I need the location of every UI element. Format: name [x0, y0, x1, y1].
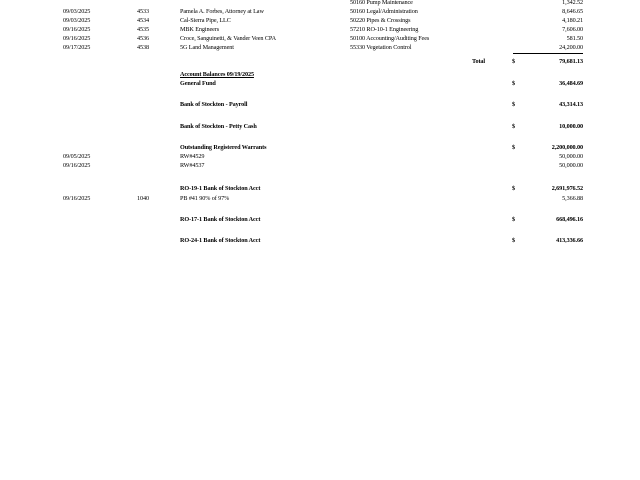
rw-amount: 50,000.00 — [559, 153, 583, 160]
dollar-sign: $ — [512, 123, 515, 130]
dollar-sign: $ — [512, 185, 515, 192]
txn-account: 57210 RO-10-1 Engineering — [350, 26, 419, 33]
txn-date: 09/17/2025 — [63, 44, 91, 51]
balance-amount: 668,496.16 — [556, 216, 583, 223]
dollar-sign: $ — [512, 144, 515, 151]
txn-number: 4533 — [137, 8, 149, 15]
pb-label: PB #41 90% of 97% — [180, 195, 230, 202]
total-dollar-sign: $ — [512, 58, 515, 65]
txn-payee: Cal-Sierra Pipe, LLC — [180, 17, 231, 24]
txn-amount: 581.50 — [566, 35, 583, 42]
balance-amount: 2,691,976.52 — [551, 185, 583, 192]
pb-date: 09/16/2025 — [63, 195, 91, 202]
pb-amount: 5,366.88 — [562, 195, 583, 202]
total-amount: 79,681.13 — [559, 58, 583, 65]
balance-label: Outstanding Registered Warrants — [180, 144, 267, 151]
total-label: Total — [472, 58, 486, 65]
txn-amount: 7,606.00 — [562, 26, 583, 33]
dollar-sign: $ — [512, 101, 515, 108]
txn-date: 09/03/2025 — [63, 17, 91, 24]
txn-account: 50220 Pipes & Crossings — [350, 17, 411, 24]
partial-amount: 1,342.52 — [562, 0, 583, 6]
rw-amount: 50,000.00 — [559, 162, 583, 169]
rw-date: 09/16/2025 — [63, 162, 91, 169]
pb-number: 1040 — [137, 195, 149, 202]
rw-date: 09/05/2025 — [63, 153, 91, 160]
txn-number: 4535 — [137, 26, 149, 33]
balance-label: RO-24-1 Bank of Stockton Acct — [180, 237, 261, 244]
balance-label: RO-19-1 Bank of Stockton Acct — [180, 185, 261, 192]
rw-label: RW#4537 — [180, 162, 205, 169]
txn-payee: 5G Land Management — [180, 44, 234, 51]
dollar-sign: $ — [512, 80, 515, 87]
txn-number: 4536 — [137, 35, 149, 42]
txn-payee: Croce, Sanguinetti, & Vander Veen CPA — [180, 35, 277, 42]
txn-date: 09/03/2025 — [63, 8, 91, 15]
balance-label: Bank of Stockton - Payroll — [180, 101, 248, 108]
txn-number: 4538 — [137, 44, 149, 51]
balance-amount: 2,200,000.00 — [551, 144, 583, 151]
dollar-sign: $ — [512, 216, 515, 223]
txn-account: 50100 Accounting/Auditing Fees — [350, 35, 430, 42]
dollar-sign: $ — [512, 237, 515, 244]
rw-label: RW#4529 — [180, 153, 205, 160]
balance-label: General Fund — [180, 80, 216, 87]
balance-amount: 10,000.00 — [559, 123, 583, 130]
txn-amount: 8,646.65 — [562, 8, 583, 15]
txn-account: 55330 Vegetation Control — [350, 44, 412, 51]
total-rule — [513, 53, 583, 54]
txn-date: 09/16/2025 — [63, 35, 91, 42]
balance-label: RO-17-1 Bank of Stockton Acct — [180, 216, 261, 223]
balance-amount: 413,336.66 — [556, 237, 583, 244]
partial-account: 50160 Pump Maintenance — [350, 0, 413, 6]
txn-number: 4534 — [137, 17, 149, 24]
balance-amount: 43,314.13 — [559, 101, 583, 108]
txn-amount: 4,180.21 — [562, 17, 583, 24]
txn-date: 09/16/2025 — [63, 26, 91, 33]
balances-header: Account Balances 09/19/2025 — [180, 71, 254, 78]
balance-amount: 36,484.69 — [559, 80, 583, 87]
txn-payee: MBK Engineers — [180, 26, 220, 33]
txn-payee: Pamela A. Forbes, Attorney at Law — [180, 8, 264, 15]
balance-label: Bank of Stockton - Petty Cash — [180, 123, 257, 130]
txn-amount: 24,200.00 — [559, 44, 583, 51]
txn-account: 50160 Legal/Administration — [350, 8, 418, 15]
